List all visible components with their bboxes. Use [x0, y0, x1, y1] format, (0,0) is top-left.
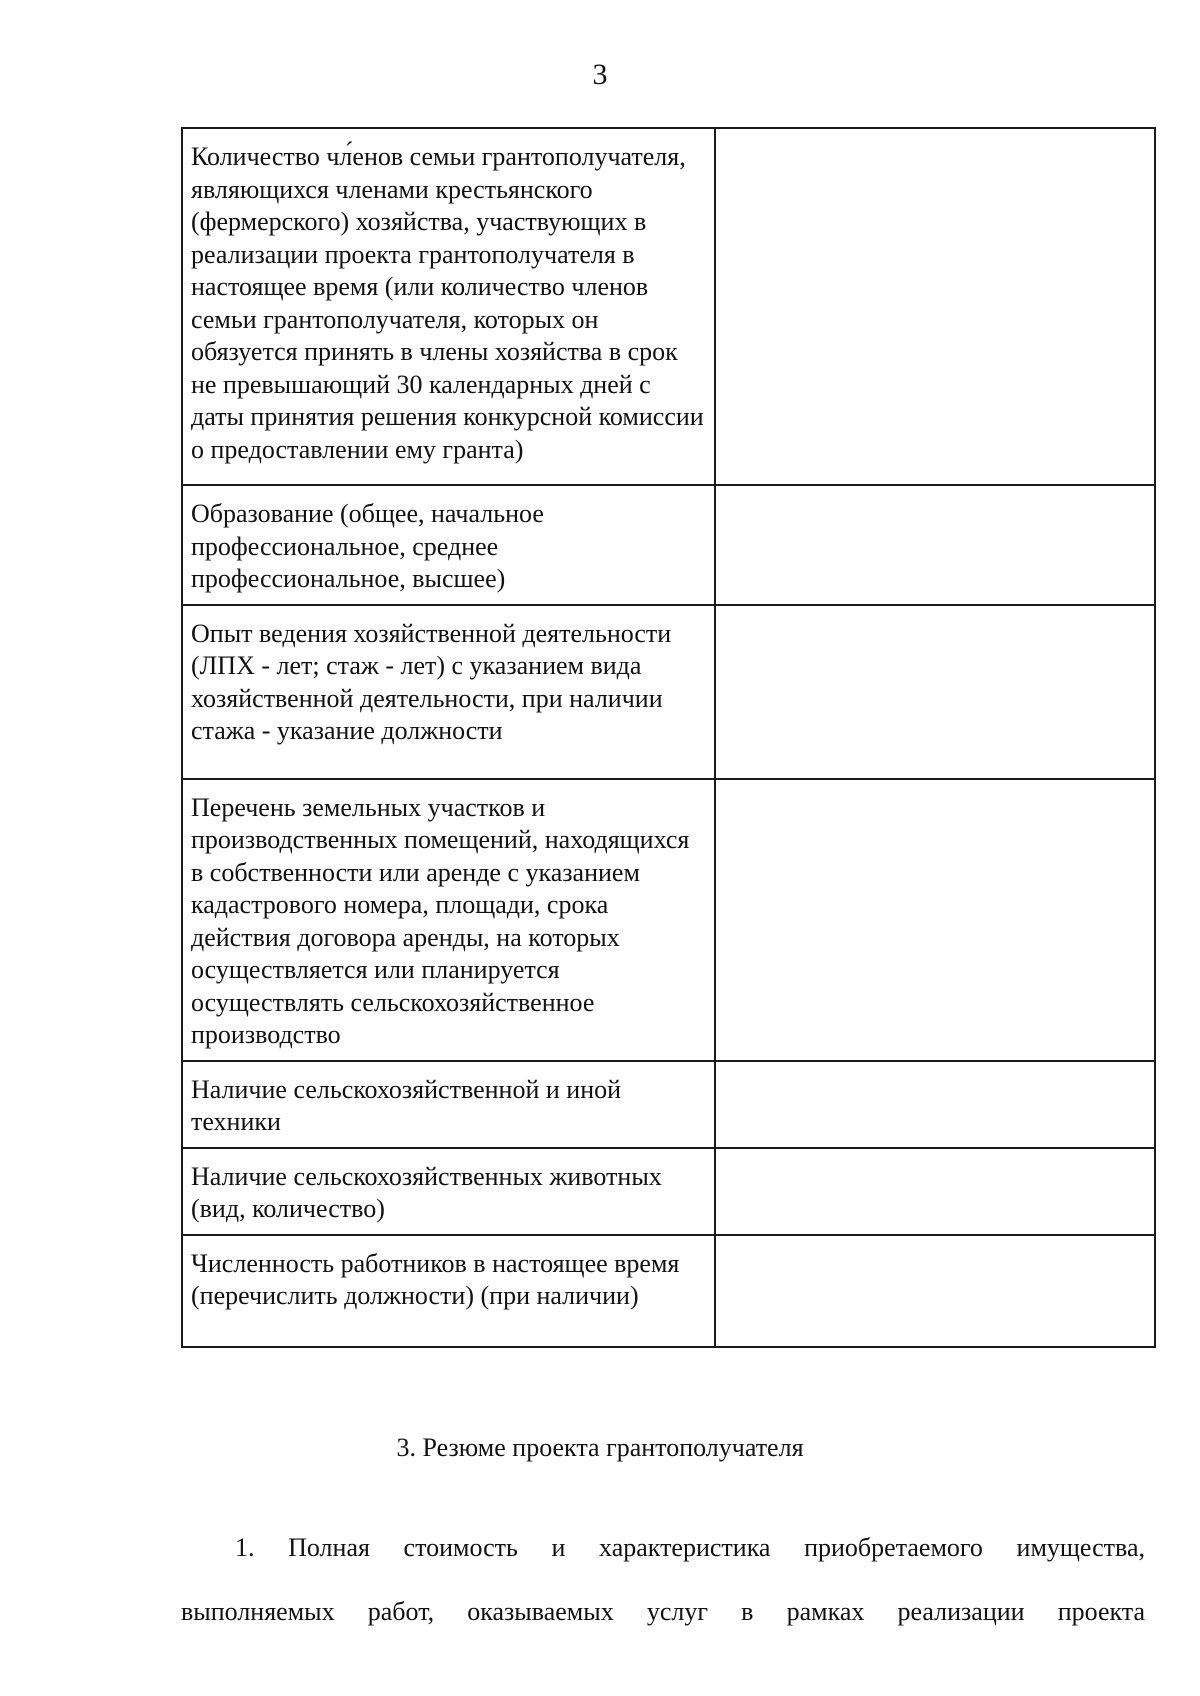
row-label-family-members: Количество чл́енов семьи грантополучателя, являющихся членами крестьянского (фермерского) хозяйства, участвующих в реализации проекта грантополучателя в настоящее время (или количество членов семьи грантополучателя, которых он обязуется принять в члены хозяйства в срок не превышающий 30 календарных дней с даты принятия решения конкурсной комиссии о предоставлении ему гранта) — [182, 128, 715, 485]
table-row — [182, 485, 1155, 605]
row-value-family-members[interactable] — [715, 128, 1155, 485]
table-row — [182, 605, 1155, 779]
row-value-animals[interactable] — [715, 1148, 1155, 1235]
section-title: 3. Резюме проекта грантополучателя — [396, 1433, 804, 1462]
row-label-education: Образование (общее, начальное профессиональное, среднее профессиональное, высшее) — [182, 485, 715, 605]
table-row — [182, 1061, 1155, 1148]
table-row — [182, 1148, 1155, 1235]
section-paragraph: 1. Полная стоимость и характеристика приобретаемого имущества, выполняемых работ, оказываемых услуг в рамках реализации проекта — [181, 1533, 1145, 1626]
row-label-animals: Наличие сельскохозяйственных животных (вид, количество) — [182, 1148, 715, 1235]
row-value-land-plots[interactable] — [715, 779, 1155, 1061]
row-label-machinery: Наличие сельскохозяйственной и иной техники — [182, 1061, 715, 1148]
page-number: 3 — [592, 58, 608, 91]
row-value-education[interactable] — [715, 485, 1155, 605]
row-value-machinery[interactable] — [715, 1061, 1155, 1148]
table-row — [182, 779, 1155, 1061]
row-value-employees[interactable] — [715, 1235, 1155, 1347]
table-row — [182, 1235, 1155, 1347]
row-value-experience[interactable] — [715, 605, 1155, 779]
row-label-land-plots: Перечень земельных участков и производственных помещений, находящихся в собственности или аренде с указанием кадастрового номера, площади, срока действия договора аренды, на которых осуществляется или планируется осуществлять сельскохозяйственное производство — [182, 779, 715, 1061]
row-label-experience: Опыт ведения хозяйственной деятельности (ЛПХ - лет; стаж - лет) с указанием вида хозяйственной деятельности, при наличии стажа - указание должности — [182, 605, 715, 779]
row-label-employees: Численность работников в настоящее время (перечислить должности) (при наличии) — [182, 1235, 715, 1347]
table-row — [182, 128, 1155, 485]
grantee-info-table — [181, 127, 1156, 1348]
